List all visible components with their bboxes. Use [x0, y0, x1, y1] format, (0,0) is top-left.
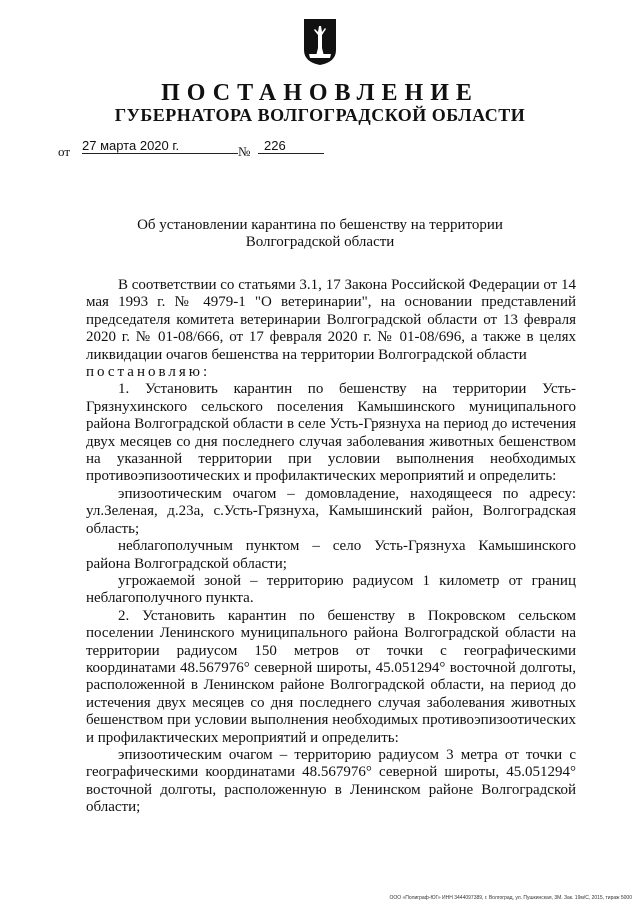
subject-line-1: Об установлении карантина по бешенству на территории: [137, 217, 503, 233]
document-issuer: ГУБЕРНАТОРА ВОЛГОГРАДСКОЙ ОБЛАСТИ: [114, 105, 526, 125]
volgograd-emblem-icon: [303, 18, 337, 66]
document-number: 226: [258, 138, 324, 154]
item-2-focus-paragraph: эпизоотическим очагом – территорию радиусом 3 метра от точки с географическими координатами 48.567976° северной широты, 45.051294° восточной долготы, расположенную в Ленинском районе Волгоградской области;: [86, 746, 576, 816]
item-1-paragraph: 1. Установить карантин по бешенству на территории Усть-Грязнухинского сельского поселения Камышинского муниципального района Волгоградской области в селе Усть-Грязнуха на период до истечения двух месяцев со дня последнего случая заболевания животных бешенством на указанной территории при условии выполнения необходимых противоэпизоотических и профилактических мероприятий и определить:: [86, 381, 576, 485]
printer-footer: ООО «Полиграф-ЮГ» ИНН 3444097389, г. Волгоград, ул. Пушкинская, 3М. Зак. 19м/С, 2015, тираж 5000: [389, 895, 632, 901]
subject-line-2: Волгоградской области: [245, 234, 395, 250]
document-date: 27 марта 2020 г.: [82, 138, 238, 154]
document-subject: [100, 217, 540, 251]
item-1-threat-paragraph: угрожаемой зоной – территорию радиусом 1 километр от границ неблагополучного пункта.: [86, 572, 576, 607]
preamble-paragraph: В соответствии со статьями 3.1, 17 Закона Российской Федерации от 14 мая 1993 г. № 4979-1 "О ветеринарии", на основании представлений председателя комитета ветеринарии Волгоградской области от 13 февраля 2020 г. № 01-08/666, от 17 февраля 2020 г. № 01-08/696, а также в целях ликвидации очагов бешенства на территории Волгоградской области: [86, 277, 576, 363]
item-1-focus-paragraph: эпизоотическим очагом – домовладение, находящееся по адресу: ул.Зеленая, д.23а, с.Усть-Грязнуха, Камышинский район, Волгоградская область;: [86, 485, 576, 537]
number-prefix: №: [238, 144, 251, 159]
item-1-unsafe-paragraph: неблагополучным пунктом – село Усть-Грязнуха Камышинского района Волгоградской области;: [86, 538, 576, 572]
document-title: ПОСТАНОВЛЕНИЕ: [161, 80, 479, 106]
document-body: [86, 277, 576, 817]
document-meta: [58, 138, 358, 158]
item-2-paragraph: 2. Установить карантин по бешенству в Покровском сельском поселении Ленинского муниципального района Волгоградской области на территории радиусом 150 метров от точки с географическими координатами 48.567976° северной широты, 45.051294° восточной долготы, расположенной в Ленинском районе Волгоградской области, на период до истечения двух месяцев со дня последнего случая заболевания животных бешенством при условии выполнения необходимых противоэпизоотических и профилактических мероприятий и определить:: [86, 607, 576, 746]
resolve-word: постановляю:: [86, 364, 211, 381]
date-prefix: от: [58, 144, 71, 159]
